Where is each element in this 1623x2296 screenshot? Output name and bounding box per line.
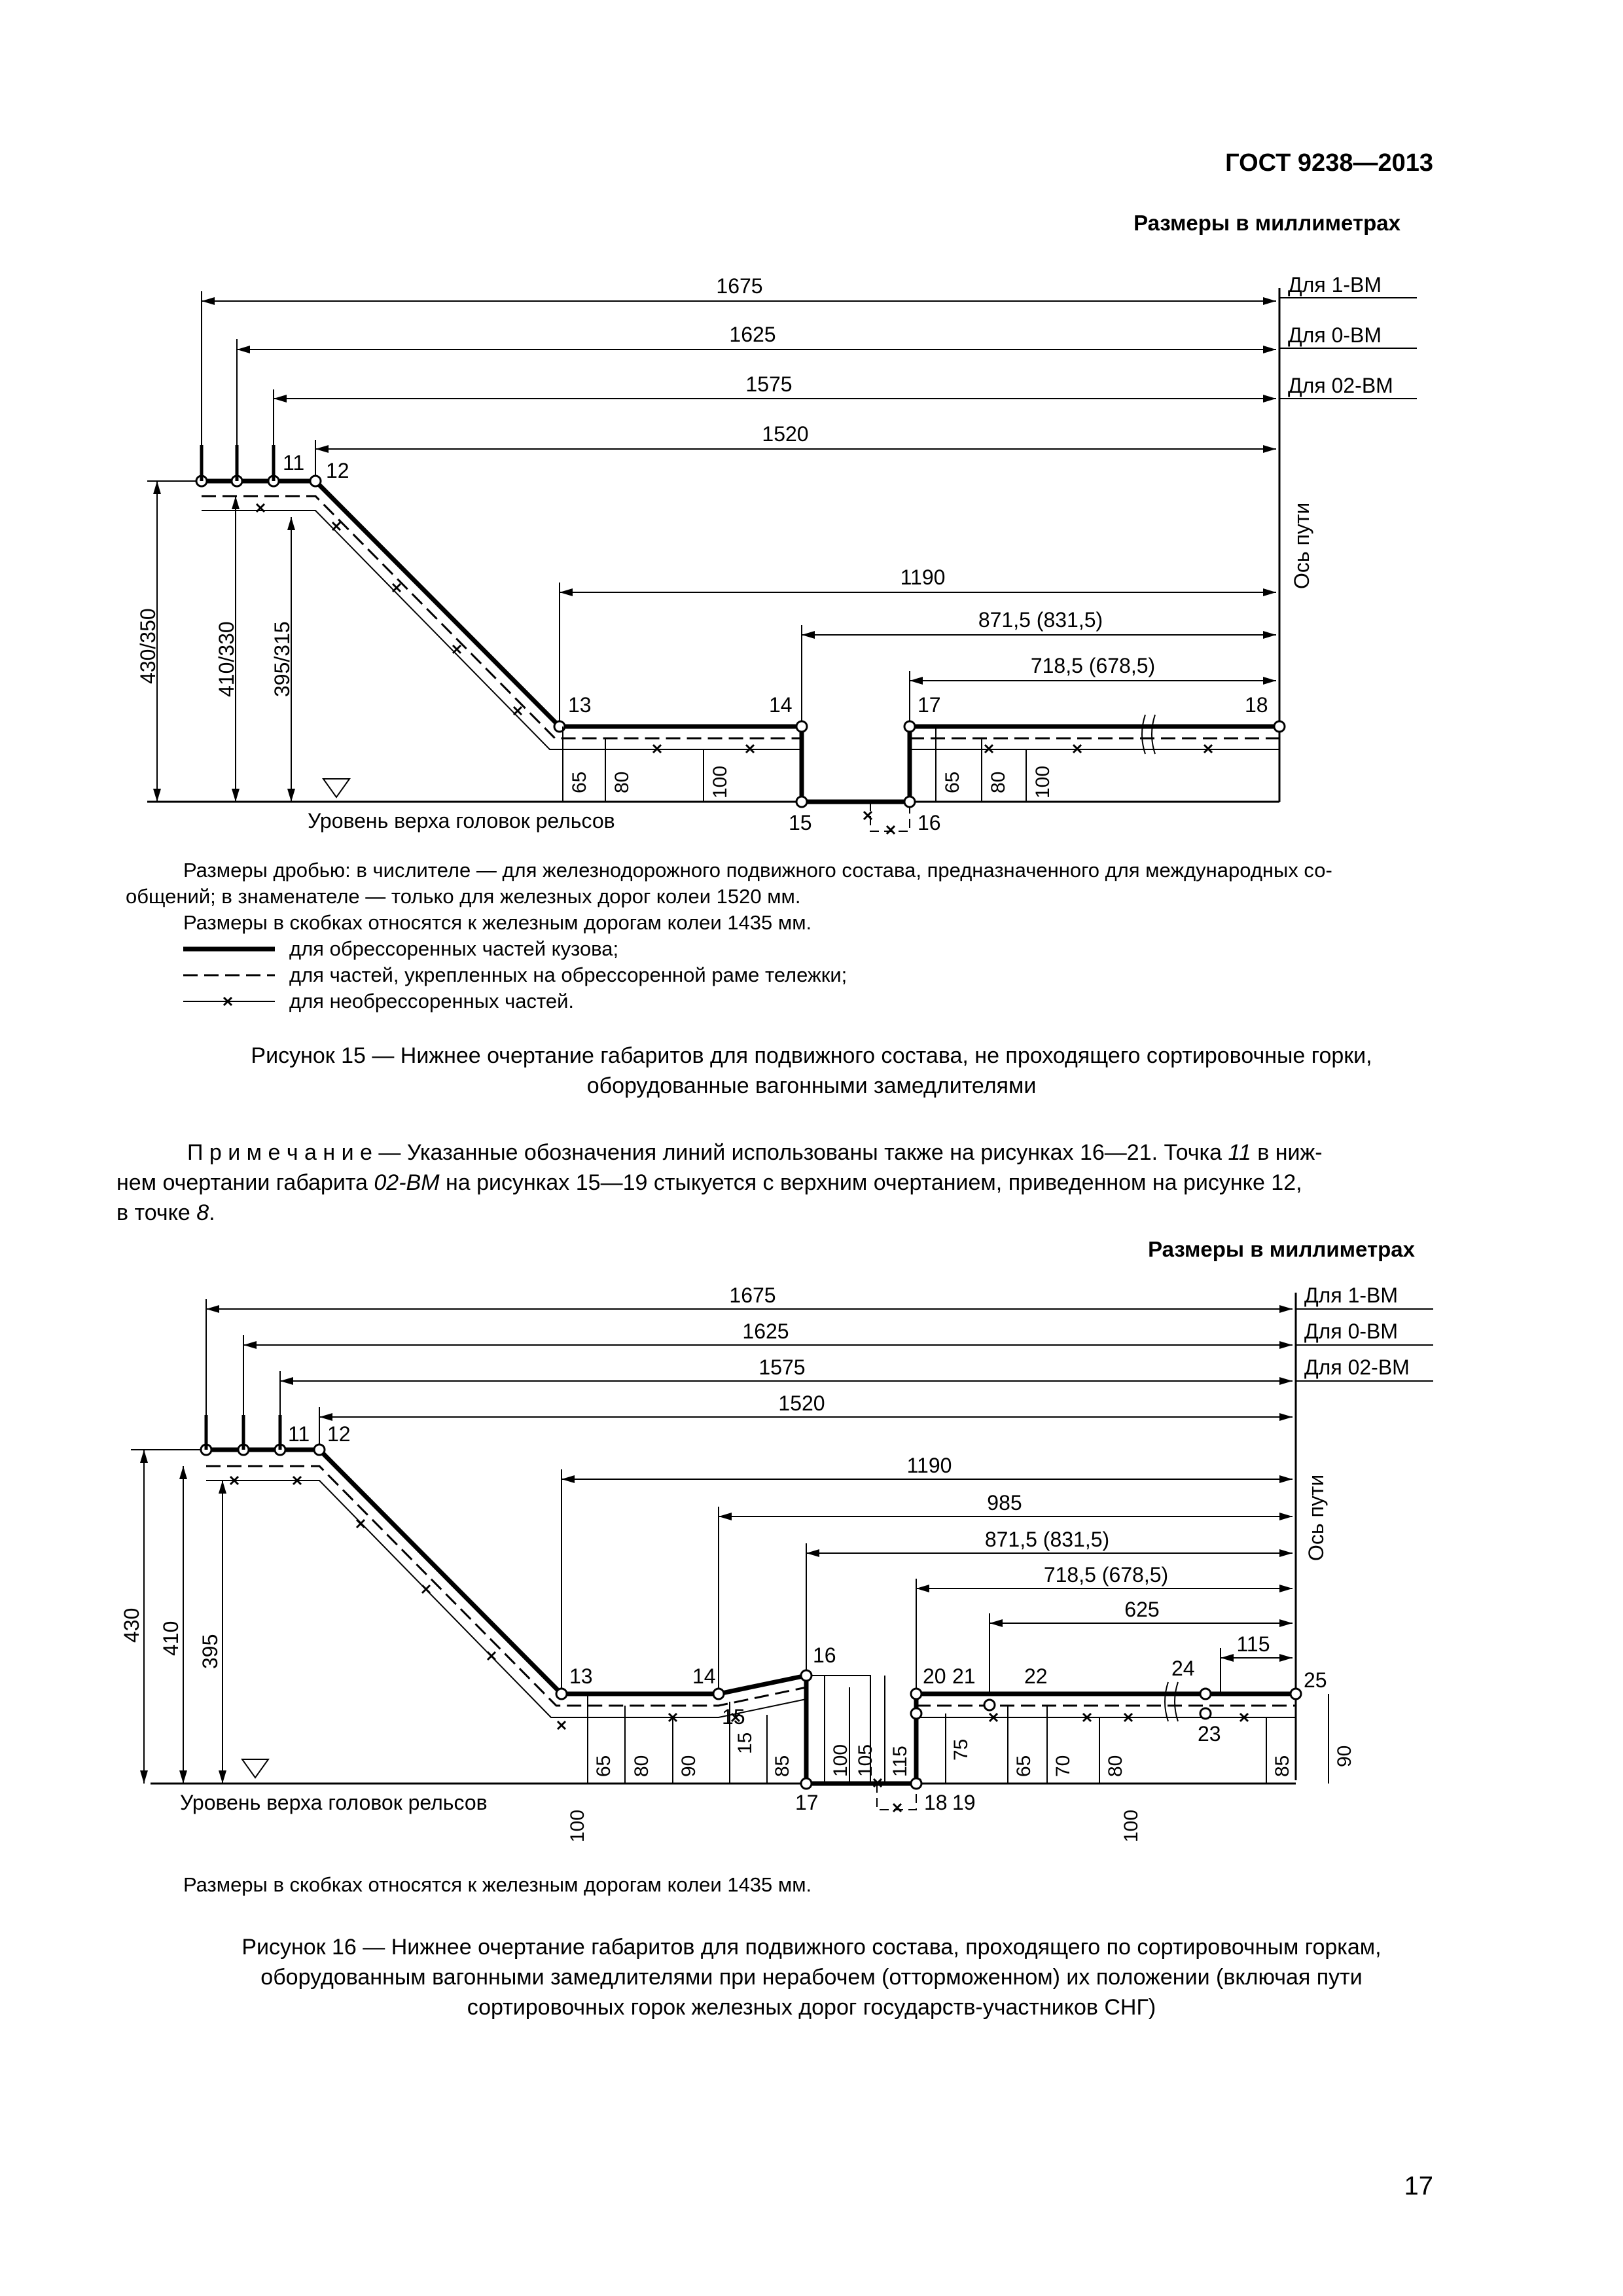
point16-23: 23	[1198, 1722, 1221, 1746]
point16-11: 11	[288, 1422, 310, 1446]
small16-80: 80	[631, 1755, 652, 1777]
vdim-410-330: 410/330	[215, 621, 238, 697]
point16-20: 20	[923, 1664, 946, 1688]
dim16-985: 985	[987, 1491, 1022, 1515]
vdim16-395: 395	[198, 1634, 222, 1669]
small-dim-80b: 80	[988, 771, 1009, 793]
units-label-fig15: Размеры в миллиметрах	[1133, 211, 1400, 235]
standard-header: ГОСТ 9238—2013	[1225, 149, 1433, 177]
point16-19: 19	[952, 1791, 976, 1814]
small16-70: 70	[1052, 1755, 1074, 1777]
small16-100-left: 100	[567, 1809, 588, 1842]
fig15-note-3: Размеры в скобках относятся к железным дорогам колеи 1435 мм.	[183, 911, 812, 934]
point-17: 17	[918, 693, 941, 717]
point-14: 14	[769, 693, 793, 717]
small16-65b: 65	[1013, 1755, 1035, 1777]
small16-105: 105	[855, 1744, 876, 1777]
dim-1520: 1520	[762, 422, 809, 446]
dim16-1625: 1625	[742, 1319, 789, 1343]
dim-1575: 1575	[745, 372, 793, 396]
small-dim-80: 80	[611, 771, 633, 793]
units-label-fig16: Размеры в миллиметрах	[1148, 1237, 1415, 1261]
dim-1675: 1675	[716, 274, 763, 298]
vdim-395-315: 395/315	[270, 621, 294, 697]
point16-16: 16	[813, 1643, 836, 1667]
small16-100-right: 100	[1120, 1809, 1142, 1842]
rail-level-label-fig15: Уровень верха головок рельсов	[308, 809, 615, 833]
fig16-caption-line-1: Рисунок 16 — Нижнее очертание габаритов для подвижного состава, проходящего по сортировочным горкам,	[241, 1935, 1382, 1960]
point16-18: 18	[924, 1791, 948, 1814]
point16-15: 15	[722, 1705, 745, 1729]
small16-100: 100	[830, 1744, 851, 1777]
point-12: 12	[326, 459, 349, 482]
fig16-caption-line-2: оборудованным вагонными замедлителями при нерабочем (отторможенном) их положении (включая пути	[260, 1965, 1363, 1990]
fig15-caption-line-1: Рисунок 15 — Нижнее очертание габаритов для подвижного состава, не проходящего сортировочные горки,	[251, 1043, 1372, 1068]
dim16-871-5: 871,5 (831,5)	[984, 1528, 1110, 1551]
dim16-1575: 1575	[758, 1355, 806, 1379]
point16-22: 22	[1024, 1664, 1048, 1688]
page-number: 17	[1404, 2172, 1433, 2200]
point-11: 11	[283, 451, 305, 475]
legend-text-frame: для частей, укрепленных на обрессоренной раме тележки;	[289, 963, 847, 986]
legend-text-body: для обрессоренных частей кузова;	[289, 937, 619, 960]
dim16-718-5: 718,5 (678,5)	[1043, 1563, 1169, 1587]
dim16-115: 115	[1236, 1632, 1270, 1656]
point-13: 13	[568, 693, 592, 717]
point16-17: 17	[795, 1791, 819, 1814]
gauge-label-0vm: Для 0-ВМ	[1288, 323, 1382, 347]
small-dim-100: 100	[709, 765, 731, 798]
remark-paragraph: П р и м е ч а н и е — Указанные обозначения линий использованы также на рисунках 16—21. Точка 11 в ниж- нем очертании габарита 02-ВМ на рисунках 15—19 стыкуется с верхним очертанием, приведенном на рисунке 12, в точке 8.	[116, 1140, 1323, 1225]
small16-85b: 85	[1272, 1755, 1293, 1777]
gauge-label-02vm-fig16: Для 02-ВМ	[1304, 1355, 1410, 1379]
point16-24: 24	[1171, 1657, 1195, 1680]
vdim-430-350: 430/350	[136, 608, 160, 684]
vdim16-410: 410	[159, 1621, 183, 1656]
point16-25: 25	[1304, 1668, 1327, 1692]
remark-label: П р и м е ч а н и е	[187, 1140, 372, 1165]
dim-718-5: 718,5 (678,5)	[1030, 654, 1156, 677]
point16-13: 13	[569, 1664, 593, 1688]
gauge-label-0vm-fig16: Для 0-ВМ	[1304, 1319, 1399, 1343]
fig16-caption-line-3: сортировочных горок железных дорог государств-участников СНГ)	[467, 1995, 1156, 2020]
dim-1625: 1625	[729, 323, 776, 346]
point16-14: 14	[692, 1664, 716, 1688]
axis-label-fig16: Ось пути	[1304, 1474, 1328, 1561]
small-dim-65b: 65	[942, 771, 963, 793]
axis-label-fig15: Ось пути	[1290, 502, 1313, 589]
small16-15: 15	[734, 1732, 756, 1754]
dim-871-5: 871,5 (831,5)	[978, 608, 1103, 632]
fig15-caption-line-2: оборудованные вагонными замедлителями	[586, 1073, 1037, 1098]
legend-text-unsprung: для необрессоренных частей.	[289, 990, 575, 1013]
dim16-1520: 1520	[778, 1391, 825, 1415]
point-16: 16	[918, 811, 941, 834]
fig15-note-2: общений; в знаменателе — только для железных дорог колеи 1520 мм.	[126, 885, 801, 908]
point-15: 15	[789, 811, 812, 834]
small16-85: 85	[772, 1755, 793, 1777]
dim16-1190: 1190	[906, 1454, 952, 1477]
small-dim-100b: 100	[1032, 765, 1054, 798]
small16-90b: 90	[1334, 1745, 1355, 1767]
small-dim-65: 65	[569, 771, 590, 793]
small16-90: 90	[678, 1755, 700, 1777]
gauge-label-1vm: Для 1-ВМ	[1288, 273, 1382, 296]
dim16-1675: 1675	[729, 1283, 776, 1307]
vdim16-430: 430	[120, 1607, 143, 1643]
dim16-625: 625	[1124, 1598, 1160, 1621]
fig16-caption	[131, 1932, 1492, 2022]
fig15-note-1: Размеры дробью: в числителе — для железнодорожного подвижного состава, предназначенного для международных со-	[183, 859, 1332, 882]
point-18: 18	[1245, 693, 1268, 717]
small16-65: 65	[593, 1755, 615, 1777]
rail-level-label-fig16: Уровень верха головок рельсов	[180, 1791, 488, 1814]
dim-1190: 1190	[900, 565, 946, 589]
small16-115: 115	[889, 1746, 911, 1777]
gauge-label-1vm-fig16: Для 1-ВМ	[1304, 1283, 1399, 1307]
gauge-label-02vm: Для 02-ВМ	[1288, 374, 1393, 397]
small16-75: 75	[950, 1738, 972, 1761]
point16-12: 12	[327, 1422, 351, 1446]
fig16-note: Размеры в скобках относятся к железным дорогам колеи 1435 мм.	[183, 1873, 812, 1896]
point16-21: 21	[952, 1664, 976, 1688]
small16-80b: 80	[1105, 1755, 1126, 1777]
